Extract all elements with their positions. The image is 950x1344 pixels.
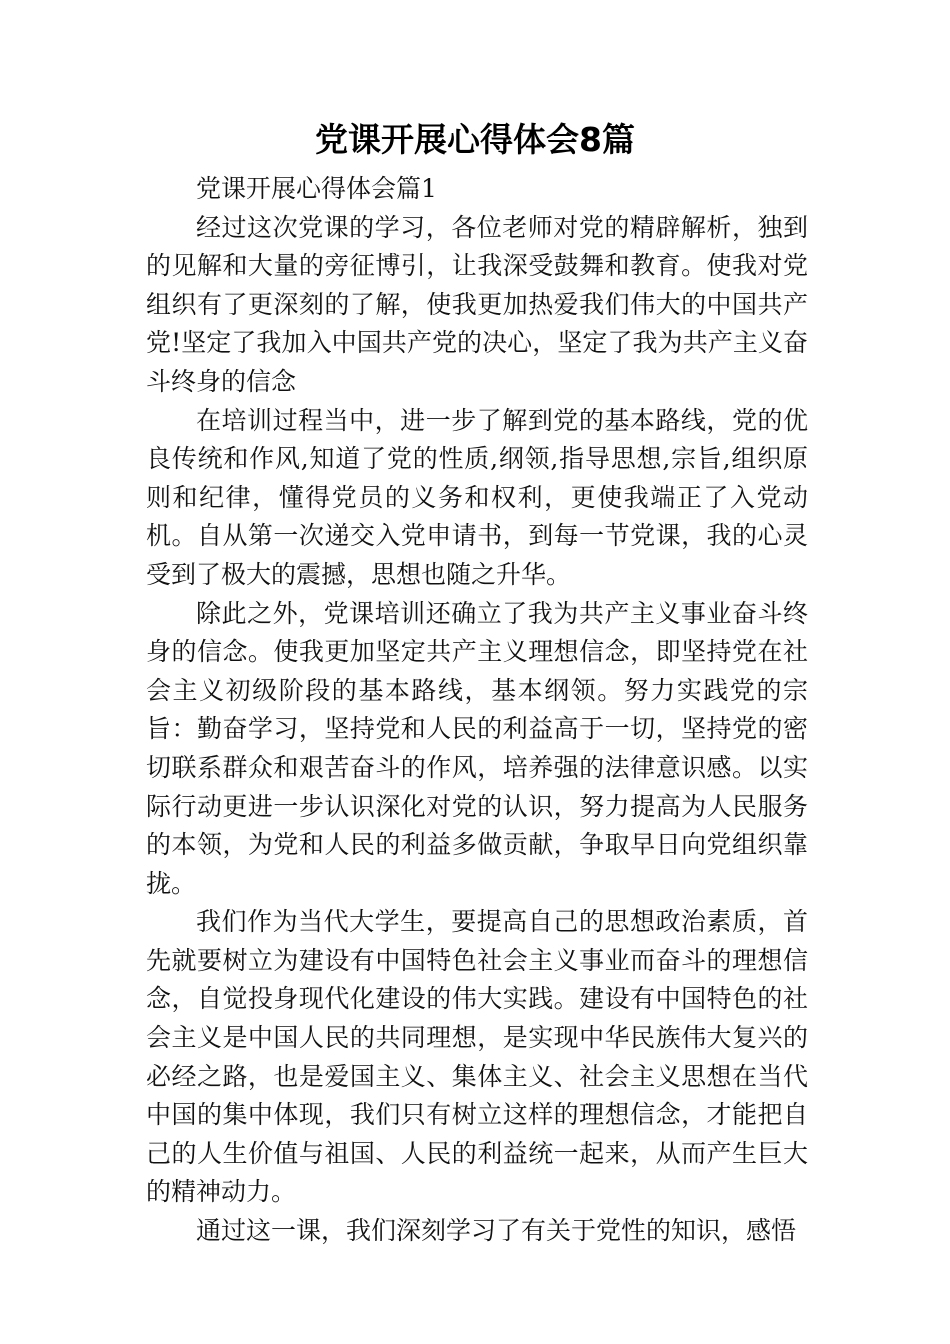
document-body — [146, 170, 808, 1251]
paragraph: 在培训过程当中，进一步了解到党的基本路线，党的优良传统和作风,知道了党的性质,纲领,指导思想,宗旨,组织原则和纪律，懂得党员的义务和权利，更使我端正了入党动机。自从第一次递交入党申请书，到每一节党课，我的心灵受到了极大的震撼，思想也随之升华。 — [146, 405, 808, 589]
paragraph: 除此之外，党课培训还确立了我为共产主义事业奋斗终身的信念。使我更加坚定共产主义理想信念，即坚持党在社会主义初级阶段的基本路线，基本纲领。努力实践党的宗旨：勤奋学习，坚持党和人民的利益高于一切，坚持党的密切联系群众和艰苦奋斗的作风，培养强的法律意识感。以实际行动更进一步认识深化对党的认识，努力提高为人民服务的本领，为党和人民的利益多做贡献，争取早日向党组织靠拢。 — [146, 598, 808, 898]
document-title: 党课开展心得体会8篇 — [315, 120, 635, 159]
paragraph: 经过这次党课的学习，各位老师对党的精辟解析，独到的见解和大量的旁征博引，让我深受鼓舞和教育。使我对党组织有了更深刻的了解，使我更加热爱我们伟大的中国共产党!坚定了我加入中国共产党的决心，坚定了我为共产主义奋斗终身的信念 — [146, 212, 808, 396]
paragraph: 通过这一课，我们深刻学习了有关于党性的知识，感悟 — [196, 1216, 797, 1246]
paragraph: 我们作为当代大学生，要提高自己的思想政治素质，首先就要树立为建设有中国特色社会主义事业而奋斗的理想信念，自觉投身现代化建设的伟大实践。建设有中国特色的社会主义是中国人民的共同理想，是实现中华民族伟大复兴的必经之路，也是爱国主义、集体主义、社会主义思想在当代中国的集中体现，我们只有树立这样的理想信念，才能把自己的人生价值与祖国、人民的利益统一起来，从而产生巨大的精神动力。 — [146, 907, 808, 1207]
section-heading: 党课开展心得体会篇1 — [196, 174, 437, 203]
